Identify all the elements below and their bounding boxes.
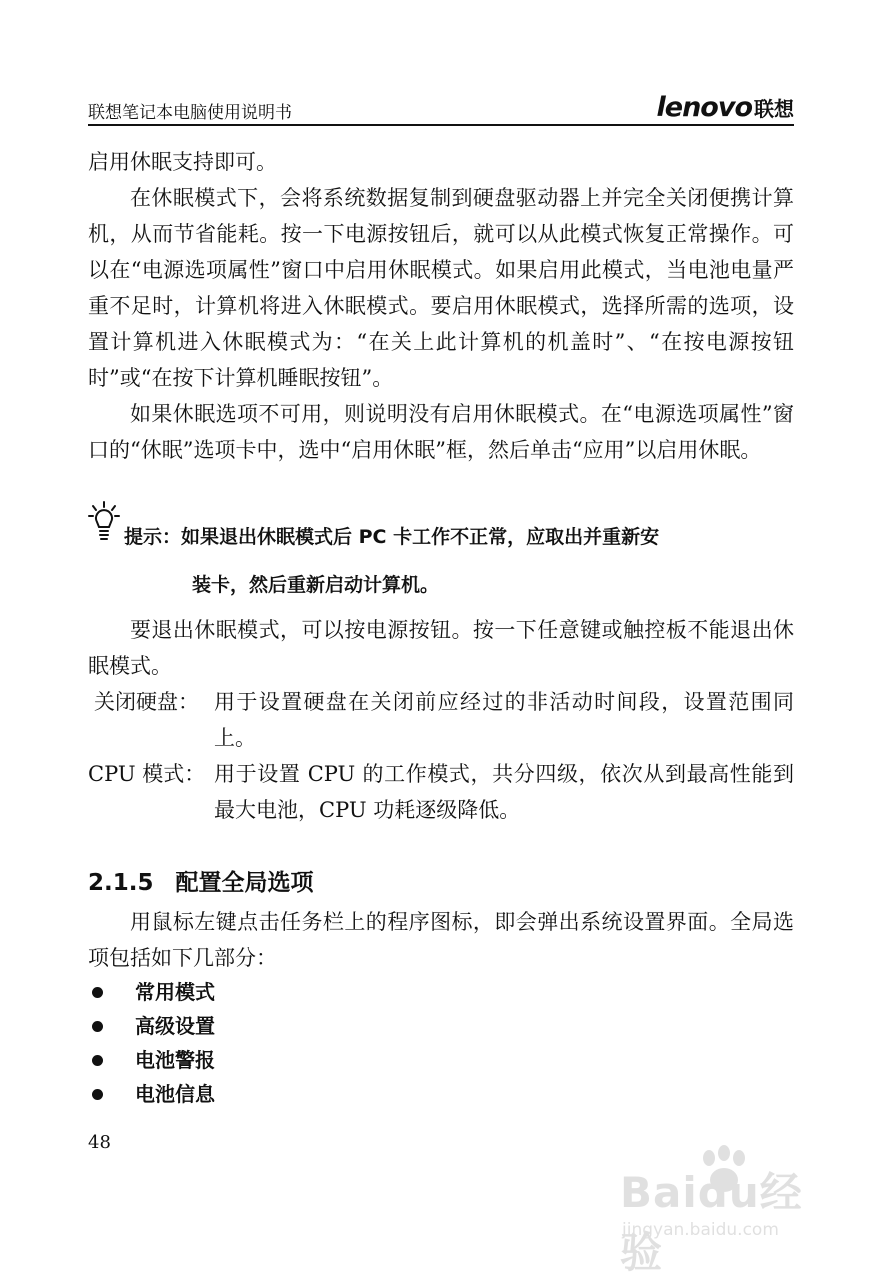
list-item [92, 1009, 215, 1043]
section-heading [88, 864, 314, 897]
definition-term: 关闭硬盘： [94, 690, 199, 714]
list-item [92, 1043, 215, 1077]
list-item-label: 电池信息 [135, 1082, 215, 1106]
paragraph-hibernate-mode: 在休眠模式下，会将系统数据复制到硬盘驱动器上并完全关闭便携计算机，从而节省能耗。按一下电源按钮后，就可以从此模式恢复正常操作。可以在“电源选项属性”窗口中启用休眠模式。如果启用此模式，当电池电量严重不足时，计算机将进入休眠模式。要启用休眠模式，选择所需的选项，设置计算机进入休眠模式为：“在关上此计算机的机盖时”、“在按电源按钮时”或“在按下计算机睡眠按钮”。 [88, 186, 794, 390]
section-number: 2.1.5 [88, 870, 154, 896]
global-options-intro [88, 904, 794, 976]
watermark-brand: Baidu经验 [620, 1168, 803, 1277]
watermark-url: jingyan.baidu.com [622, 1220, 779, 1240]
hibernate-section [88, 144, 794, 468]
list-item [92, 975, 215, 1009]
bullet-icon [92, 1055, 103, 1066]
bullet-icon [92, 1089, 103, 1100]
paragraph-hibernate-unavailable: 如果休眠选项不可用，则说明没有启用休眠模式。在“电源选项属性”窗口的“休眠”选项卡中，选中“启用休眠”框，然后单击“应用”以启用休眠。 [88, 402, 794, 462]
definition-desc: 用于设置 CPU 的工作模式，共分四级，依次从到最高性能到最大电池，CPU 功耗逐级降低。 [214, 762, 794, 822]
lightbulb-icon [88, 500, 122, 544]
definition-cpu-mode [88, 756, 794, 828]
tip-text-line2: 装卡，然后重新启动计算机。 [192, 574, 440, 596]
lenovo-logo [657, 92, 795, 123]
paragraph-continuation: 启用休眠支持即可。 [88, 150, 277, 174]
section-title-text: 配置全局选项 [175, 870, 314, 896]
header-title: 联想笔记本电脑使用说明书 [88, 103, 292, 123]
paragraph-exit-hibernate: 要退出休眠模式，可以按电源按钮。按一下任意键或触控板不能退出休眠模式。 [88, 618, 794, 678]
page-number: 48 [88, 1132, 111, 1153]
tip-text-line1: 提示：如果退出休眠模式后 PC 卡工作不正常，应取出并重新安 [124, 526, 660, 548]
definition-desc: 用于设置硬盘在关闭前应经过的非活动时间段，设置范围同上。 [214, 690, 794, 750]
definition-hard-disk [88, 684, 794, 756]
page-header [88, 92, 794, 126]
list-item-label: 常用模式 [135, 980, 215, 1004]
baidu-watermark [600, 1140, 840, 1277]
list-item [92, 1077, 215, 1111]
bullet-icon [92, 1021, 103, 1032]
definition-term: CPU 模式： [88, 762, 206, 786]
exit-section [88, 612, 794, 684]
list-item-label: 高级设置 [135, 1014, 215, 1038]
bullet-icon [92, 987, 103, 998]
options-list [92, 975, 215, 1111]
logo-text-en: lenovo [656, 92, 752, 123]
list-item-label: 电池警报 [135, 1048, 215, 1072]
paragraph-intro: 用鼠标左键点击任务栏上的程序图标，即会弹出系统设置界面。全局选项包括如下几部分： [88, 910, 794, 970]
logo-text-cn: 联想 [754, 97, 794, 121]
